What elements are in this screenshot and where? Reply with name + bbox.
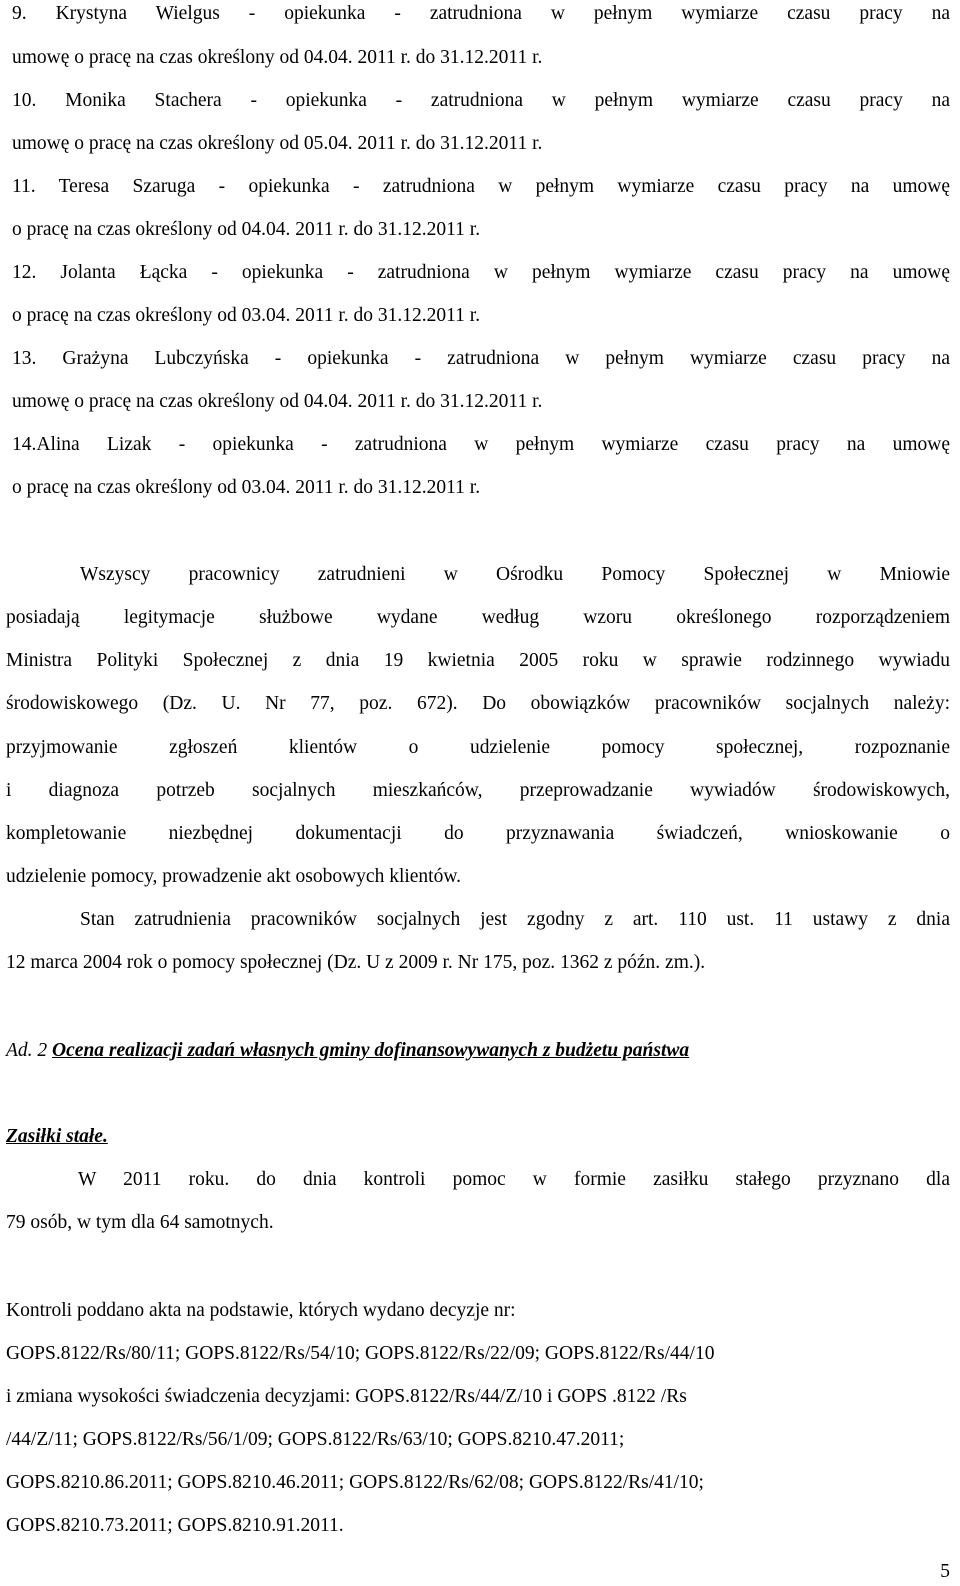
paragraph-staffing-line2: 12 marca 2004 rok o pomocy społecznej (Dz. U z 2009 r. Nr 175, poz. 1362 z późn. zm.). <box>6 952 706 973</box>
section-heading <box>6 1039 950 1063</box>
subsection-title: Zasiłki stałe. <box>6 1126 108 1147</box>
subsection-heading <box>6 1125 950 1149</box>
employee-item-14-line2: o pracę na czas określony od 03.04. 2011 r. do 31.12.2011 r. <box>12 477 481 498</box>
control-decisions-line5: GOPS.8210.73.2011; GOPS.8210.91.2011. <box>6 1515 344 1536</box>
employee-item-12-line1: 12. Jolanta Łącka - opiekunka - zatrudniona w pełnym wymiarze czasu pracy na umowę <box>12 262 950 283</box>
control-decisions-line4: GOPS.8210.86.2011; GOPS.8210.46.2011; GOPS.8122/Rs/62/08; GOPS.8122/Rs/41/10; <box>6 1472 704 1493</box>
paragraph-benefits-line2: 79 osób, w tym dla 64 samotnych. <box>6 1212 274 1233</box>
paragraph-employees-line2: posiadają legitymacje służbowe wydane według wzoru określonego rozporządzeniem <box>6 607 950 628</box>
section-title: Ocena realizacji zadań własnych gminy dofinansowywanych z budżetu państwa <box>52 1040 690 1061</box>
employee-item-10-line2: umowę o pracę na czas określony od 05.04. 2011 r. do 31.12.2011 r. <box>12 133 543 154</box>
employee-item-11-line1: 11. Teresa Szaruga - opiekunka - zatrudniona w pełnym wymiarze czasu pracy na umowę <box>12 176 950 197</box>
employee-item-13-line1: 13. Grażyna Lubczyńska - opiekunka - zatrudniona w pełnym wymiarze czasu pracy na <box>12 348 950 369</box>
paragraph-employees-line6: i diagnoza potrzeb socjalnych mieszkańców, przeprowadzanie wywiadów środowiskowych, <box>6 780 950 801</box>
employee-item-10-line1: 10. Monika Stachera - opiekunka - zatrudniona w pełnym wymiarze czasu pracy na <box>12 90 950 111</box>
paragraph-employees-line4: środowiskowego (Dz. U. Nr 77, poz. 672). Do obowiązków pracowników socjalnych należy: <box>6 693 950 714</box>
employee-item-13-line2: umowę o pracę na czas określony od 04.04. 2011 r. do 31.12.2011 r. <box>12 391 543 412</box>
employee-item-14-line1: 14.Alina Lizak - opiekunka - zatrudniona w pełnym wymiarze czasu pracy na umowę <box>12 434 950 455</box>
paragraph-employees-line8: udzielenie pomocy, prowadzenie akt osobowych klientów. <box>6 866 462 887</box>
control-decisions-line1: GOPS.8122/Rs/80/11; GOPS.8122/Rs/54/10; GOPS.8122/Rs/22/09; GOPS.8122/Rs/44/10 <box>6 1343 715 1364</box>
paragraph-employees-line3: Ministra Polityki Społecznej z dnia 19 kwietnia 2005 roku w sprawie rodzinnego wywiadu <box>6 650 950 671</box>
control-intro: Kontroli poddano akta na podstawie, których wydano decyzje nr: <box>6 1300 516 1321</box>
page-number: 5 <box>940 1561 950 1582</box>
control-decisions-line2: i zmiana wysokości świadczenia decyzjami: GOPS.8122/Rs/44/Z/10 i GOPS .8122 /Rs <box>6 1386 687 1407</box>
paragraph-employees-line1: Wszyscy pracownicy zatrudnieni w Ośrodku Pomocy Społecznej w Mniowie <box>80 564 950 585</box>
paragraph-employees-line5: przyjmowanie zgłoszeń klientów o udzielenie pomocy społecznej, rozpoznanie <box>6 737 950 758</box>
control-decisions-line3: /44/Z/11; GOPS.8122/Rs/56/1/09; GOPS.8122/Rs/63/10; GOPS.8210.47.2011; <box>6 1429 625 1450</box>
section-prefix: Ad. 2 <box>6 1040 48 1061</box>
paragraph-staffing-line1: Stan zatrudnienia pracowników socjalnych jest zgodny z art. 110 ust. 11 ustawy z dnia <box>80 909 950 930</box>
paragraph-employees-line7: kompletowanie niezbędnej dokumentacji do przyznawania świadczeń, wnioskowanie o <box>6 823 950 844</box>
paragraph-benefits-line1: W 2011 roku. do dnia kontroli pomoc w formie zasiłku stałego przyznano dla <box>78 1169 950 1190</box>
employee-item-12-line2: o pracę na czas określony od 03.04. 2011 r. do 31.12.2011 r. <box>12 305 481 326</box>
employee-item-9-line2: umowę o pracę na czas określony od 04.04. 2011 r. do 31.12.2011 r. <box>12 47 543 68</box>
employee-item-11-line2: o pracę na czas określony od 04.04. 2011 r. do 31.12.2011 r. <box>12 219 481 240</box>
employee-item-9-line1: 9. Krystyna Wielgus - opiekunka - zatrudniona w pełnym wymiarze czasu pracy na <box>12 3 950 24</box>
